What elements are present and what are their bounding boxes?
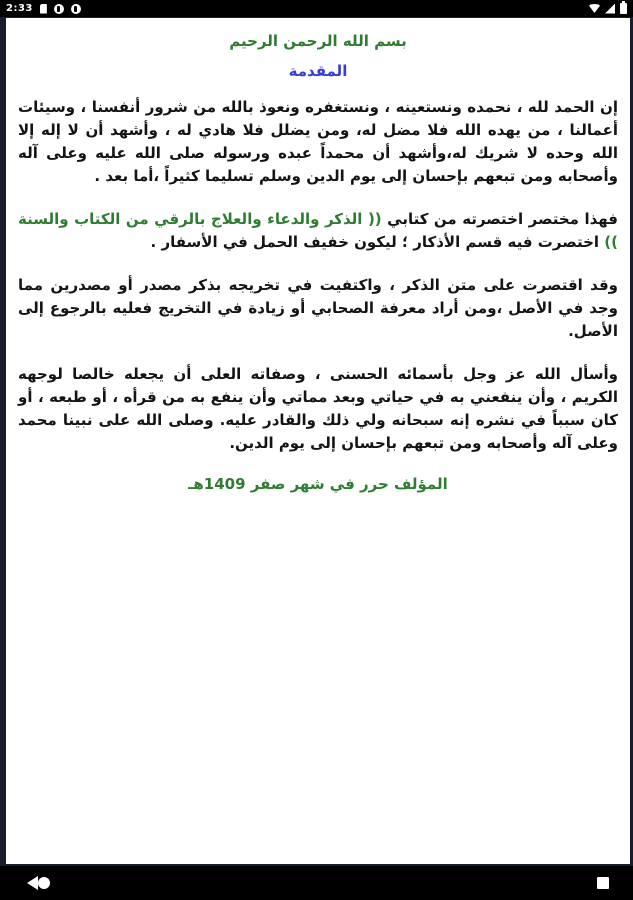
- document-page[interactable]: [6, 18, 630, 864]
- paragraph-text: فهذا مختصر اختصرته من كتابي: [381, 210, 618, 228]
- paragraph: [18, 274, 618, 343]
- notification-card-icon: [40, 4, 47, 14]
- paragraph-text: اختصرت فيه قسم الأذكار ؛ ليكون خفيف الحمل في الأسفار .: [150, 233, 605, 251]
- home-button-icon[interactable]: [38, 877, 50, 889]
- app-background: [0, 17, 633, 866]
- paragraph-text: وقد اقتصرت على متن الذكر ، واكتفيت في تخريجه بذكر مصدر أو مصدرين مما وجد في الأصل ،ومن أراد معرفة الصحابي أو زيادة في التخريج فعليه بالرجوع إلى الأصل.: [18, 276, 618, 340]
- paragraph-text: وأسأل الله عز وجل بأسمائه الحسنى ، وصفاته العلى أن يجعله خالصا لوجهه الكريم ، وأن ينفعني به في حياتي وبعد مماتي وأن ينفع به من قرأه ، أو طبعه ، أو كان سبباً في نشره إنه سبحانه ولي ذلك والقادر عليه. وصلى الله على نبينا محمد وعلى آله وأصحابه ومن تبعهم بإحسان إلى يوم الدين.: [18, 365, 618, 452]
- battery-icon: [620, 3, 627, 14]
- recents-button-icon[interactable]: [597, 877, 609, 889]
- paragraph: [18, 363, 618, 455]
- notification-circle-icon: [54, 4, 64, 14]
- body-text: [18, 96, 618, 455]
- introduction-heading: المقدمة: [288, 62, 348, 80]
- wifi-icon: [589, 4, 600, 13]
- status-bar-left: [6, 3, 81, 14]
- notification-circle-icon: [71, 4, 81, 14]
- navigation-bar: [0, 866, 633, 900]
- clock: 2:33: [6, 3, 33, 14]
- signal-icon: [605, 4, 615, 14]
- paragraph: [18, 96, 618, 188]
- basmala-title: بسم الله الرحمن الرحيم: [229, 32, 407, 50]
- paragraph-text: إن الحمد لله ، نحمده ونستعينه ، ونستغفره ونعوذ بالله من شرور أنفسنا ، وسيئات أعمالنا ، من يهده الله فلا مضل له، ومن يضلل فلا هادي له ، وأشهد أن لا إله إلا الله وحده لا شريك له،وأشهد أن محمداً عبده ورسوله صلى الله عليه وعلى آله وأصحابه ومن تبعهم بإحسان إلى يوم الدين وسلم تسليما كثيراً ،أما بعد .: [18, 98, 618, 185]
- book-title-highlight: (( الذكر والدعاء والعلاج بالرقي من الكتاب والسنة )): [18, 210, 618, 251]
- author-date-line: المؤلف حرر في شهر صفر 1409هـ: [188, 475, 448, 493]
- status-bar: [0, 0, 633, 17]
- status-bar-right: [589, 3, 627, 14]
- back-button-icon[interactable]: [27, 876, 38, 890]
- paragraph: [18, 208, 618, 254]
